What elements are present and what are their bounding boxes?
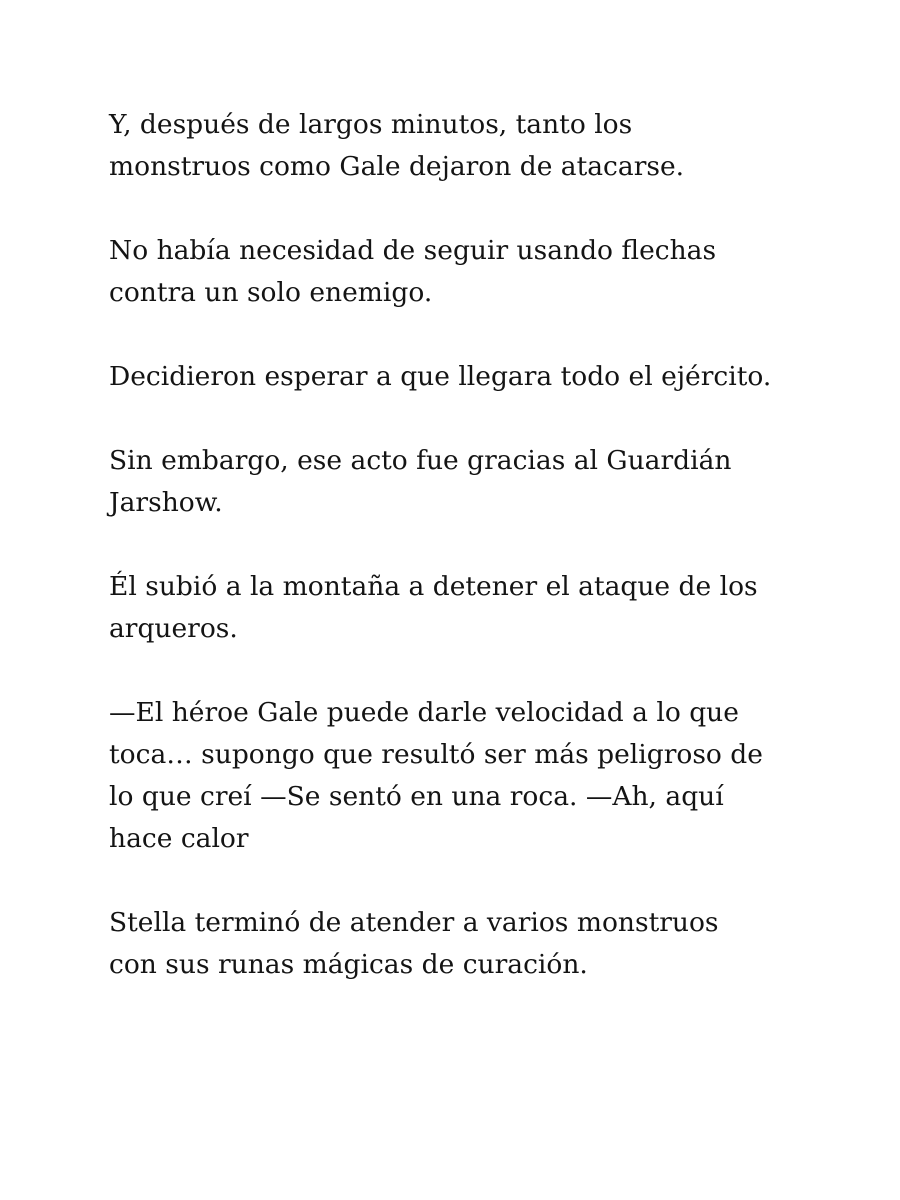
paragraph-6: —El héroe Gale puede darle velocidad a lo que toca… supongo que resultó ser más peligroso de lo que creí —Se sentó en una roca. —Ah, aquí hace calor bbox=[109, 697, 763, 854]
paragraph-3: Decidieron esperar a que llegara todo el ejército. bbox=[109, 361, 772, 392]
paragraph-2: No había necesidad de seguir usando flechas contra un solo enemigo. bbox=[109, 235, 717, 308]
paragraph-5: Él subió a la montaña a detener el ataque de los arqueros. bbox=[109, 571, 758, 644]
reading-page bbox=[109, 104, 809, 1028]
paragraph-4: Sin embargo, ese acto fue gracias al Guardián Jarshow. bbox=[109, 445, 732, 518]
paragraph-1: Y, después de largos minutos, tanto los monstruos como Gale dejaron de atacarse. bbox=[109, 109, 685, 182]
paragraph-7: Stella terminó de atender a varios monstruos con sus runas mágicas de curación. bbox=[109, 907, 719, 980]
